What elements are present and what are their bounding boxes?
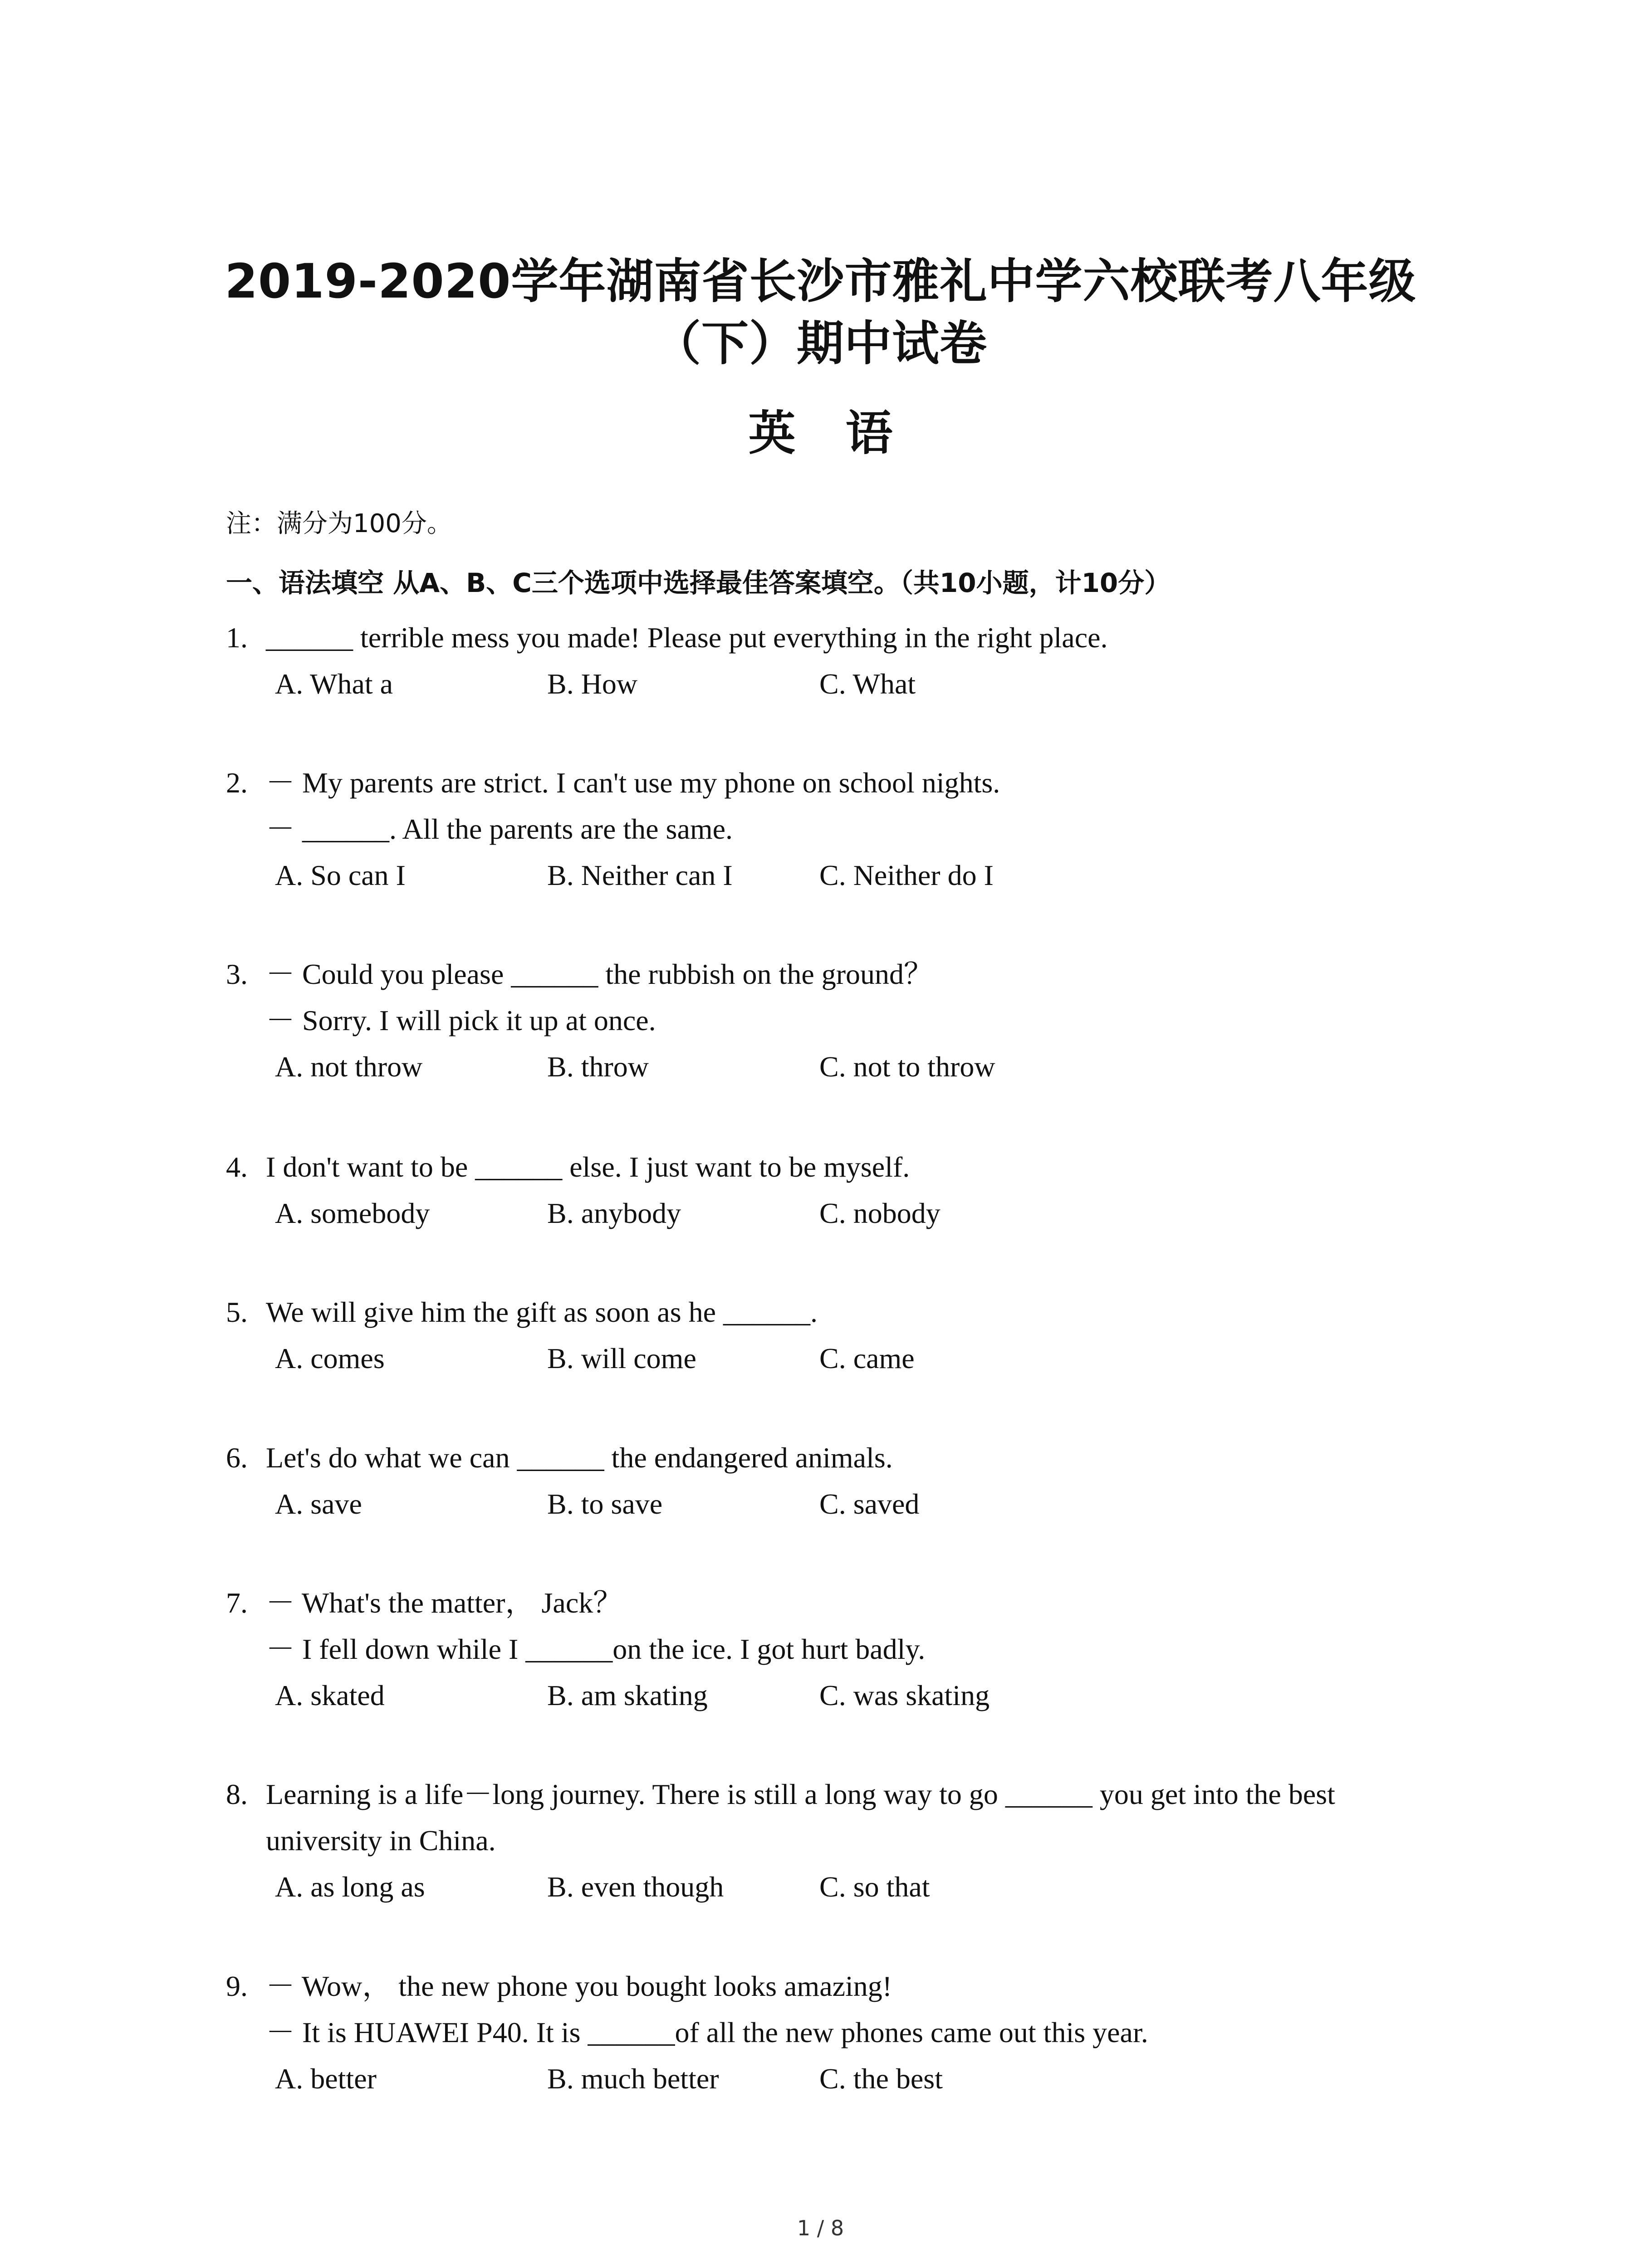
question-1 <box>226 615 1428 707</box>
question-7 <box>226 1580 1428 1719</box>
option-a: A. skated <box>275 1679 385 1711</box>
option-a: A. save <box>275 1488 362 1520</box>
question-number: 7. <box>226 1587 248 1619</box>
question-2 <box>226 760 1428 899</box>
option-row <box>226 1864 1428 1910</box>
question-text: － What's the matter， Jack？ <box>266 1587 622 1619</box>
question-5 <box>226 1289 1428 1382</box>
page-title-line-2: （下）期中试卷 <box>653 316 987 371</box>
question-text: － Sorry. I will pick it up at once. <box>266 1004 656 1036</box>
option-c: C. Neither do I <box>819 859 994 891</box>
page-indicator: 1 / 8 <box>797 2216 844 2240</box>
option-row <box>226 1481 1428 1527</box>
page-title-line-1: 2019-2020学年湖南省长沙市雅礼中学六校联考八年级 <box>225 254 1416 309</box>
question-text: － ______. All the parents are the same. <box>266 813 733 845</box>
option-row <box>226 852 1428 899</box>
question-text: We will give him the gift as soon as he ______. <box>266 1296 818 1328</box>
question-number: 5. <box>226 1296 248 1328</box>
section-heading: 一、语法填空 从A、B、C三个选项中选择最佳答案填空。（共10小题，计10分） <box>226 567 1171 598</box>
question-text: Learning is a life－long journey. There is still a long way to go ______ you get into the best <box>266 1778 1335 1810</box>
option-row <box>226 1335 1428 1382</box>
score-note: 注：满分为100分。 <box>226 509 452 538</box>
question-number: 6. <box>226 1442 248 1474</box>
question-number: 3. <box>226 958 248 990</box>
option-a: A. better <box>275 2063 377 2095</box>
option-b: B. Neither can I <box>547 859 733 891</box>
option-b: B. How <box>547 668 638 700</box>
option-row <box>226 2056 1428 2102</box>
question-text: ______ terrible mess you made! Please put everything in the right place. <box>266 621 1108 654</box>
option-c: C. was skating <box>819 1679 990 1711</box>
option-b: B. to save <box>547 1488 663 1520</box>
option-b: B. even though <box>547 1871 724 1903</box>
question-3 <box>226 951 1428 1090</box>
question-number: 9. <box>226 1970 248 2002</box>
option-c: C. saved <box>819 1488 920 1520</box>
question-6 <box>226 1435 1428 1527</box>
option-a: A. as long as <box>275 1871 425 1903</box>
question-9 <box>226 1963 1428 2102</box>
question-number: 4. <box>226 1151 248 1183</box>
question-text: － It is HUAWEI P40. It is ______of all the new phones came out this year. <box>266 2016 1148 2048</box>
option-row <box>226 661 1428 707</box>
question-text: Let's do what we can ______ the endangered animals. <box>266 1442 893 1474</box>
question-text: － My parents are strict. I can't use my phone on school nights. <box>266 767 1000 799</box>
option-c: C. so that <box>819 1871 930 1903</box>
option-a: A. comes <box>275 1342 385 1374</box>
option-row <box>226 1672 1428 1719</box>
option-c: C. What <box>819 668 916 700</box>
question-text: － I fell down while I ______on the ice. I got hurt badly. <box>266 1633 926 1665</box>
option-b: B. throw <box>547 1051 649 1083</box>
question-text: － Wow， the new phone you bought looks amazing! <box>266 1970 892 2002</box>
question-number: 8. <box>226 1778 248 1810</box>
option-row <box>226 1044 1428 1090</box>
question-4 <box>226 1144 1428 1237</box>
option-a: A. So can I <box>275 859 406 891</box>
option-b: B. will come <box>547 1342 696 1374</box>
question-number: 1. <box>226 621 248 654</box>
option-c: C. the best <box>819 2063 943 2095</box>
subject-heading: 英语 <box>748 406 943 461</box>
option-c: C. came <box>819 1342 915 1374</box>
question-text: － Could you please ______ the rubbish on the ground？ <box>266 958 933 990</box>
question-text: I don't want to be ______ else. I just want to be myself. <box>266 1151 910 1183</box>
option-b: B. much better <box>547 2063 719 2095</box>
question-number: 2. <box>226 767 248 799</box>
option-c: C. not to throw <box>819 1051 995 1083</box>
question-text: university in China. <box>266 1824 496 1857</box>
option-row <box>226 1190 1428 1237</box>
option-a: A. not throw <box>275 1051 423 1083</box>
question-8 <box>226 1771 1428 1910</box>
option-b: B. am skating <box>547 1679 708 1711</box>
option-b: B. anybody <box>547 1197 681 1229</box>
option-c: C. nobody <box>819 1197 941 1229</box>
option-a: A. What a <box>275 668 393 700</box>
option-a: A. somebody <box>275 1197 430 1229</box>
